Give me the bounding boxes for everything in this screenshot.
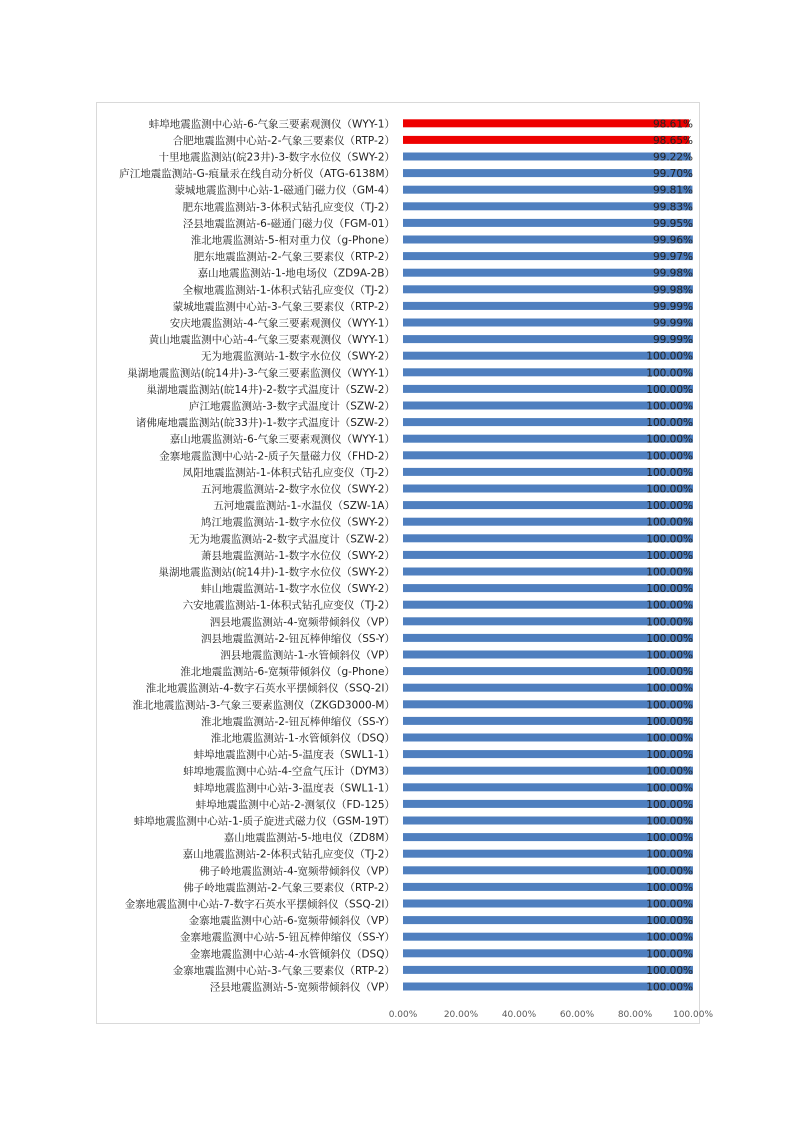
category-label: 嘉山地震监测站-1-地电场仪（ZD9A-2B） — [197, 267, 395, 280]
value-label: 100.00% — [646, 616, 693, 629]
value-label: 100.00% — [646, 599, 693, 612]
value-label: 99.96% — [652, 234, 693, 247]
category-label: 蚌埠地震监测中心站-2-测氡仪（FD-125） — [195, 798, 395, 811]
value-labels — [646, 118, 693, 993]
value-label: 100.00% — [646, 367, 693, 380]
value-label: 99.22% — [652, 151, 693, 164]
bar — [403, 186, 692, 194]
x-tick-label: 100.00% — [672, 1009, 714, 1020]
value-label: 100.00% — [646, 682, 693, 695]
value-label: 100.00% — [646, 782, 693, 795]
value-label: 99.99% — [652, 334, 693, 347]
category-label: 巢湖地震监测站(皖14井)-1-数字水位仪（SWY-2） — [158, 566, 395, 579]
category-label: 泗县地震监测站-1-水管倾斜仪（VP） — [220, 649, 395, 662]
category-label: 金寨地震监测中心站-2-质子矢量磁力仪（FHD-2） — [159, 450, 395, 463]
category-label: 蚌山地震监测站-1-数字水位仪（SWY-2） — [201, 583, 395, 596]
value-label: 99.99% — [652, 317, 693, 330]
category-label: 佛子岭地震监测站-2-气象三要素仪（RTP-2） — [183, 881, 395, 894]
category-label: 庐江地震监测站-G-痕量汞在线自动分析仪（ATG-6138M） — [119, 168, 395, 181]
value-label: 100.00% — [646, 848, 693, 861]
value-label: 100.00% — [646, 533, 693, 546]
category-label: 巢湖地震监测站(皖14井)-3-气象三要素监测仪（WYY-1） — [127, 367, 395, 380]
category-label: 六安地震监测站-1-体积式钻孔应变仪（TJ-2） — [182, 599, 395, 612]
x-tick-label: 40.00% — [501, 1009, 537, 1020]
x-tick-label: 0.00% — [388, 1009, 418, 1020]
category-label: 蒙城地震监测中心站-1-磁通门磁力仪（GM-4） — [174, 184, 395, 197]
value-label: 100.00% — [646, 699, 693, 712]
bar — [403, 252, 693, 260]
value-label: 100.00% — [646, 433, 693, 446]
value-label: 100.00% — [646, 649, 693, 662]
category-label: 安庆地震监测站-4-气象三要素观测仪（WYY-1） — [169, 317, 395, 330]
value-label: 100.00% — [646, 632, 693, 645]
category-label: 五河地震监测站-2-数字水位仪（SWY-2） — [201, 483, 395, 496]
value-label: 100.00% — [646, 881, 693, 894]
value-label: 98.65% — [652, 134, 693, 147]
bar — [403, 285, 693, 293]
category-label: 萧县地震监测站-1-数字水位仪（SWY-2） — [201, 549, 395, 562]
value-label: 100.00% — [646, 566, 693, 579]
bar — [403, 219, 693, 227]
category-label: 嘉山地震监测站-6-气象三要素观测仪（WYY-1） — [169, 433, 395, 446]
category-label: 金寨地震监测中心站-5-钮瓦棒伸缩仪（SS-Y） — [179, 931, 395, 944]
bar — [403, 153, 691, 161]
value-label: 99.95% — [652, 217, 693, 230]
category-label: 鸠江地震监测站-1-数字水位仪（SWY-2） — [201, 516, 395, 529]
category-label: 金寨地震监测中心站-4-水管倾斜仪（DSQ） — [189, 948, 395, 961]
bar — [403, 335, 693, 343]
category-label: 庐江地震监测站-3-数字式温度计（SZW-2） — [188, 400, 395, 413]
category-label: 凤阳地震监测站-1-体积式钻孔应变仪（TJ-2） — [182, 466, 395, 479]
bar — [403, 302, 693, 310]
value-label: 100.00% — [646, 765, 693, 778]
value-label: 100.00% — [646, 981, 693, 994]
category-label: 五河地震监测站-1-水温仪（SZW-1A） — [213, 500, 395, 513]
x-tick-label: 20.00% — [443, 1009, 479, 1020]
value-label: 100.00% — [646, 915, 693, 928]
category-label: 肥东地震监测站-3-体积式钻孔应变仪（TJ-2） — [182, 201, 395, 214]
category-label: 佛子岭地震监测站-4-宽频带倾斜仪（VP） — [199, 865, 395, 878]
value-label: 99.97% — [652, 251, 693, 264]
value-label: 100.00% — [646, 948, 693, 961]
category-label: 金寨地震监测中心站-7-数字石英水平摆倾斜仪（SSQ-2I） — [124, 898, 395, 911]
value-label: 100.00% — [646, 865, 693, 878]
value-label: 100.00% — [646, 417, 693, 430]
category-label: 金寨地震监测中心站-3-气象三要素仪（RTP-2） — [172, 964, 395, 977]
value-label: 100.00% — [646, 549, 693, 562]
chart-frame — [96, 102, 714, 1024]
category-label: 无为地震监测站-2-数字式温度计（SZW-2） — [188, 533, 395, 546]
bar — [403, 269, 693, 277]
category-label: 十里地震监测站(皖23井)-3-数字水位仪（SWY-2） — [158, 151, 395, 164]
bar-chart — [97, 103, 714, 1023]
category-label: 金寨地震监测中心站-6-宽频带倾斜仪（VP） — [188, 915, 395, 928]
bar — [403, 236, 693, 244]
category-label: 嘉山地震监测站-2-体积式钻孔应变仪（TJ-2） — [182, 848, 395, 861]
bar — [403, 319, 693, 327]
category-label: 蒙城地震监测中心站-3-气象三要素仪（RTP-2） — [172, 300, 395, 313]
value-label: 100.00% — [646, 898, 693, 911]
value-label: 100.00% — [646, 798, 693, 811]
value-label: 100.00% — [646, 964, 693, 977]
category-label: 淮北地震监测站-4-数字石英水平摆倾斜仪（SSQ-2I） — [145, 682, 395, 695]
value-label: 100.00% — [646, 483, 693, 496]
bar — [403, 169, 692, 177]
value-label: 100.00% — [646, 666, 693, 679]
value-label: 100.00% — [646, 732, 693, 745]
category-label: 肥东地震监测站-2-气象三要素仪（RTP-2） — [193, 251, 395, 264]
x-tick-label: 80.00% — [617, 1009, 653, 1020]
category-label: 蚌埠地震监测中心站-1-质子旋进式磁力仪（GSM-19T） — [133, 815, 395, 828]
category-label: 泾县地震监测站-6-磁通门磁力仪（FGM-01） — [182, 217, 395, 230]
category-label: 淮北地震监测站-3-气象三要素监测仪（ZKGD3000-M） — [132, 699, 395, 712]
category-label: 蚌埠地震监测中心站-3-温度表（SWL1-1） — [193, 782, 395, 795]
value-label: 99.81% — [652, 184, 693, 197]
bar — [403, 202, 693, 210]
value-label: 98.61% — [652, 118, 693, 131]
category-label: 蚌埠地震监测中心站-5-温度表（SWL1-1） — [193, 749, 395, 762]
category-label: 淮北地震监测站-1-水管倾斜仪（DSQ） — [210, 732, 395, 745]
value-label: 100.00% — [646, 583, 693, 596]
category-label: 蚌埠地震监测中心站-6-气象三要素观测仪（WYY-1） — [148, 118, 395, 131]
value-label: 100.00% — [646, 832, 693, 845]
category-label: 全椒地震监测站-1-体积式钻孔应变仪（TJ-2） — [182, 284, 395, 297]
value-label: 100.00% — [646, 350, 693, 363]
value-label: 100.00% — [646, 715, 693, 728]
value-label: 99.98% — [652, 284, 693, 297]
value-label: 99.70% — [652, 168, 693, 181]
bar — [403, 119, 689, 127]
category-label: 嘉山地震监测站-5-地电仪（ZD8M） — [223, 832, 395, 845]
value-label: 100.00% — [646, 749, 693, 762]
category-labels — [119, 117, 395, 993]
value-label: 100.00% — [646, 815, 693, 828]
category-label: 泗县地震监测站-2-钮瓦棒伸缩仪（SS-Y） — [200, 632, 395, 645]
category-label: 巢湖地震监测站(皖14井)-2-数字式温度计（SZW-2） — [146, 383, 395, 396]
value-label: 100.00% — [646, 516, 693, 529]
value-label: 100.00% — [646, 450, 693, 463]
value-label: 99.83% — [652, 201, 693, 214]
x-tick-label: 60.00% — [559, 1009, 595, 1020]
category-label: 无为地震监测站-1-数字水位仪（SWY-2） — [201, 350, 395, 363]
category-label: 淮北地震监测站-6-宽频带倾斜仪（g-Phone） — [180, 666, 395, 679]
x-axis-ticks — [389, 1010, 714, 1020]
category-label: 合肥地震监测中心站-2-气象三要素仪（RTP-2） — [172, 134, 395, 147]
category-label: 泗县地震监测站-4-宽频带倾斜仪（VP） — [209, 616, 395, 629]
value-label: 100.00% — [646, 931, 693, 944]
value-label: 100.00% — [646, 466, 693, 479]
category-label: 诸佛庵地震监测站(皖33井)-1-数字式温度计（SZW-2） — [135, 417, 395, 430]
bar — [403, 136, 689, 144]
category-label: 淮北地震监测站-5-相对重力仪（g-Phone） — [190, 234, 395, 247]
category-label: 黄山地震监测中心站-4-气象三要素观测仪（WYY-1） — [148, 334, 395, 347]
value-label: 99.99% — [652, 300, 693, 313]
value-label: 100.00% — [646, 383, 693, 396]
category-label: 蚌埠地震监测中心站-4-空盒气压计（DYM3） — [183, 765, 395, 778]
value-label: 100.00% — [646, 400, 693, 413]
category-label: 淮北地震监测站-2-钮瓦棒伸缩仪（SS-Y） — [200, 715, 395, 728]
category-label: 泾县地震监测站-5-宽频带倾斜仪（VP） — [209, 981, 395, 994]
value-label: 100.00% — [646, 500, 693, 513]
value-label: 99.98% — [652, 267, 693, 280]
